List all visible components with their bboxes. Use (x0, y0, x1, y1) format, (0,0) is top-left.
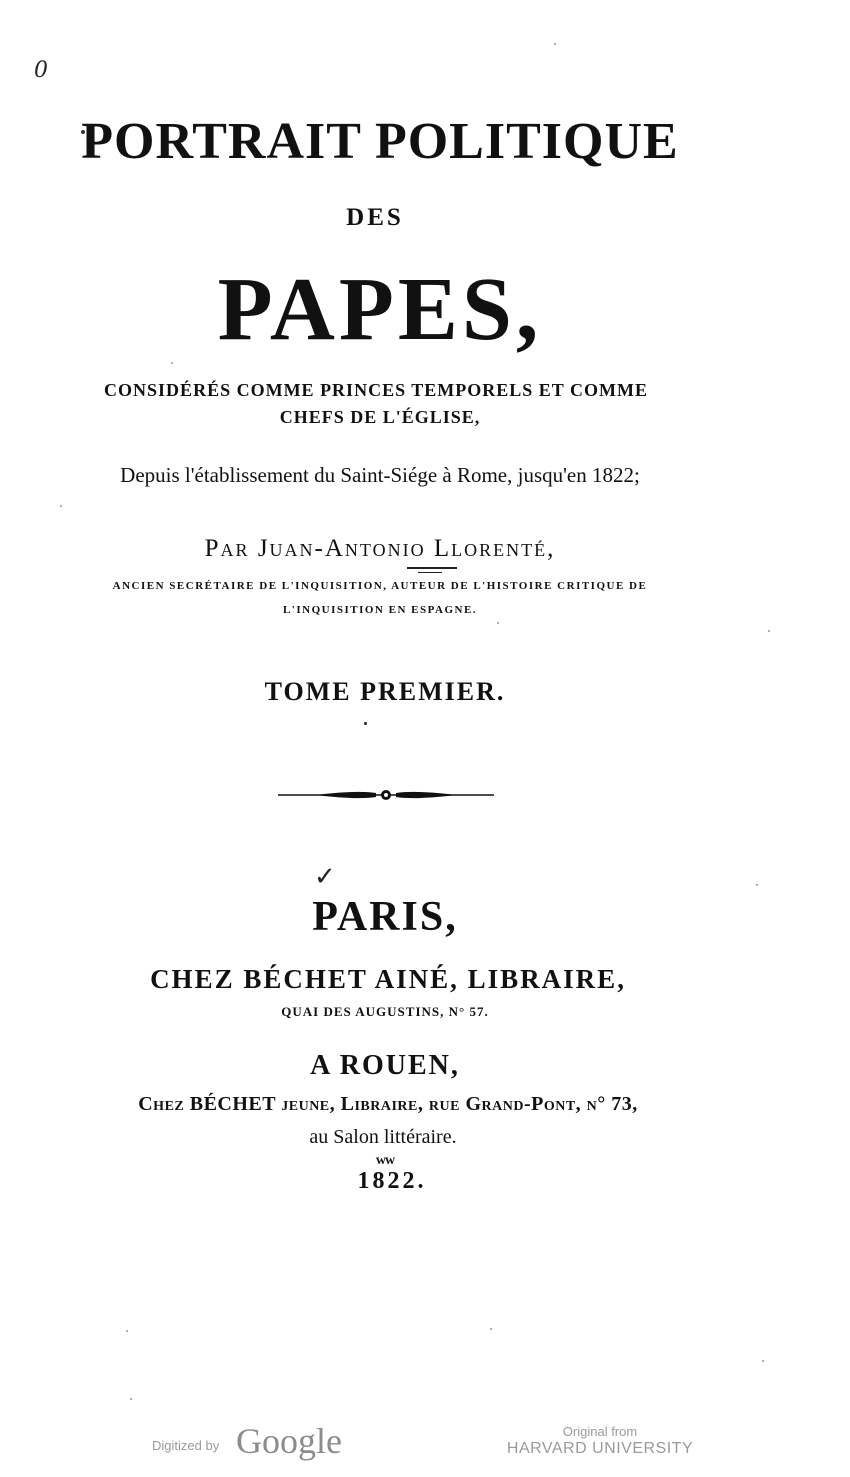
speck-mark (130, 1398, 132, 1400)
speck-mark (171, 362, 173, 364)
imprint-publisher-rouen: Chez BÉCHET jeune, Libraire, rue Grand-Pont, n° 73, (138, 1093, 638, 1115)
dates-line: Depuis l'établissement du Saint-Siége à Rome, jusqu'en 1822; (120, 463, 640, 487)
speck-mark (126, 1330, 128, 1332)
speck-mark (554, 43, 556, 45)
author-description-line-2: L'INQUISITION EN ESPAGNE. (282, 604, 478, 616)
imprint-city-rouen: A ROUEN, (310, 1050, 460, 1081)
speck-mark (756, 884, 758, 886)
imprint-year: 1822. (357, 1168, 427, 1194)
speck-mark (768, 630, 770, 632)
institution-label: HARVARD UNIVERSITY (506, 1440, 694, 1457)
imprint-city-paris: PARIS, (312, 894, 458, 940)
speck-mark (60, 505, 62, 507)
speck-mark (497, 622, 499, 624)
title-line-2: DES (346, 204, 404, 231)
original-from-credit (500, 1424, 700, 1458)
author-underline-mark (407, 567, 457, 569)
imprint-publisher-paris: CHEZ BÉCHET AINÉ, LIBRAIRE, (150, 964, 626, 994)
speck-mark (364, 722, 367, 725)
margin-mark: 0 (34, 58, 48, 83)
digitized-by-label: Digitized by (152, 1438, 220, 1453)
small-ornament: ww (375, 1153, 395, 1168)
imprint-address-paris: QUAI DES AUGUSTINS, N° 57. (281, 1004, 489, 1019)
volume-label: TOME PREMIER. (264, 677, 506, 706)
ornament-rule (276, 786, 496, 804)
speck-mark (762, 1360, 764, 1362)
google-logo: Google (236, 1421, 342, 1461)
original-from-label: Original from (562, 1424, 638, 1439)
title-line-1: PORTRAIT POLITIQUE (81, 113, 679, 170)
imprint-salon: au Salon littéraire. (309, 1126, 457, 1148)
author-line: Par Juan-Antonio Llorenté, (204, 535, 556, 562)
subtitle-line-2: CHEFS DE L'ÉGLISE, (279, 407, 481, 427)
author-description-line-1: ANCIEN SECRÉTAIRE DE L'INQUISITION, AUTEUR DE L'HISTOIRE CRITIQUE DE (112, 580, 648, 592)
title-line-3: PAPES, (217, 260, 543, 359)
subtitle-line-1: CONSIDÉRÉS COMME PRINCES TEMPORELS ET COMME (104, 380, 648, 400)
speck-mark (490, 1328, 492, 1330)
check-mark: ✓ (314, 862, 336, 892)
author-underline-mark-2 (418, 572, 442, 573)
